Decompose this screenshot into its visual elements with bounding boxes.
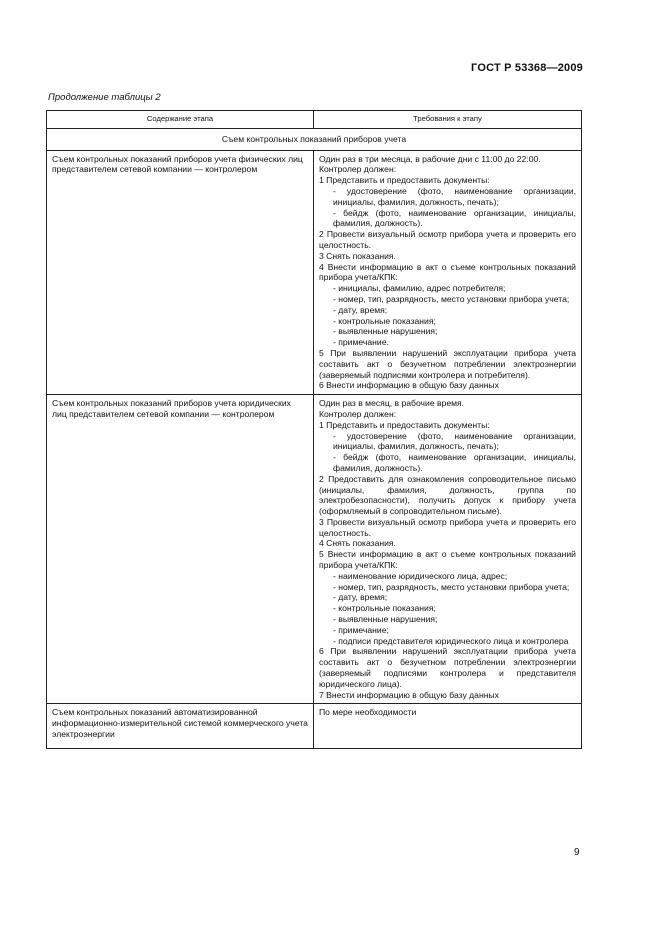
column-header-stage: Содержание этапа xyxy=(47,111,314,129)
requirement-line: Один раз в три месяца, в рабочие дни с 11:00 до 22:00. xyxy=(319,153,541,164)
requirement-line: - контрольные показания; xyxy=(333,603,436,614)
table-row xyxy=(47,704,582,748)
requirements-table xyxy=(46,110,582,749)
requirement-line: Один раз в месяц, в рабочие время. xyxy=(319,398,465,409)
stage-cell: Съем контрольных показаний автоматизированной информационно-измерительной системой коммерческого учета электроэнергии xyxy=(47,704,314,748)
requirement-line: - выявленные нарушения; xyxy=(333,326,438,337)
requirement-line: - подписи представителя юридического лица и контролера xyxy=(333,635,569,646)
requirement-line: 5 Внести информацию в акт о съеме контрольных показаний прибора учета/КПК: xyxy=(319,549,576,571)
page-number: 9 xyxy=(574,847,580,858)
table-header-row xyxy=(47,111,582,129)
requirement-line: 5 При выявлении нарушений эксплуатации прибора учета составить акт о безучетном потреблении электроэнергии (заверяемый подписями контролера и потребителя). xyxy=(319,347,576,380)
section-title: Съем контрольных показаний приборов учета xyxy=(47,128,582,150)
requirements-cell xyxy=(314,150,582,395)
requirement-line: 4 Снять показания. xyxy=(319,538,396,549)
requirement-line: - номер, тип, разрядность, место установки прибора учета; xyxy=(333,581,570,592)
requirement-line: - выявленные нарушения; xyxy=(333,614,438,625)
requirement-line: 2 Провести визуальный осмотр прибора учета и проверить его целостность. xyxy=(319,229,576,250)
requirement-line: - бейдж (фото, наименование организации, инициалы, фамилия, должность). xyxy=(333,207,576,229)
requirement-line: - удостоверение (фото, наименование организации, инициалы, фамилия, должность, печать); xyxy=(333,185,576,207)
requirement-line: - бейдж (фото, наименование организации, инициалы, фамилия, должность). xyxy=(333,452,576,473)
requirement-line: - инициалы, фамилию, адрес потребителя; xyxy=(333,283,506,294)
requirement-line: - наименование юридического лица, адрес; xyxy=(333,570,508,581)
requirement-line: Контролер должен: xyxy=(319,408,397,419)
requirement-line: 1 Представить и предоставить документы: xyxy=(319,419,490,430)
requirement-line: Контролер должен: xyxy=(319,164,397,175)
requirement-line: - контрольные показания; xyxy=(333,315,436,326)
requirement-line: 6 Внести информацию в общую базу данных xyxy=(319,380,499,391)
requirement-line: - дату, время; xyxy=(333,592,388,603)
stage-cell: Съем контрольных показаний приборов учета юридических лиц представителем сетевой компании — контролером xyxy=(47,395,314,704)
stage-cell: Съем контрольных показаний приборов учета физических лиц представителем сетевой компании — контролером xyxy=(47,150,314,395)
table-row xyxy=(47,150,582,395)
requirement-line: - примечание. xyxy=(333,337,389,348)
requirement-line: - дату, время; xyxy=(333,304,388,315)
requirement-line: - удостоверение (фото, наименование организации, инициалы, фамилия, должность, печать); xyxy=(333,430,576,452)
table-caption: Продолжение таблицы 2 xyxy=(48,92,161,103)
requirement-line: 6 При выявлении нарушений эксплуатации прибора учета составить акт о безучетном потреблении электроэнергии (заверяемый подписями контролера и представителя юридического лица). xyxy=(319,646,576,689)
requirement-line: 1 Представить и предоставить документы: xyxy=(319,175,490,186)
table-row xyxy=(47,395,582,704)
requirement-line: - номер, тип, разрядность, место установки прибора учета; xyxy=(333,293,570,304)
requirement-line: 4 Внести информацию в акт о съеме контрольных показаний прибора учета/КПК: xyxy=(319,261,576,283)
requirement-line: - примечание; xyxy=(333,624,389,635)
requirements-cell xyxy=(314,395,582,704)
requirement-line: По мере необходимости xyxy=(319,707,417,718)
requirements-cell xyxy=(314,704,582,748)
requirement-line: 3 Провести визуальный осмотр прибора учета и проверить его целостность. xyxy=(319,516,576,538)
requirement-line: 2 Предоставить для ознакомления сопроводительное письмо (инициалы, фамилия, должность, группа по электробезопасности), получить допуск к прибору учета (оформляемый в сопроводительном письме). xyxy=(319,473,576,517)
column-header-requirements: Требования к этапу xyxy=(314,111,582,129)
standard-designation: ГОСТ Р 53368—2009 xyxy=(471,62,583,74)
requirement-line: 7 Внести информацию в общую базу данных xyxy=(319,689,499,700)
section-row xyxy=(47,128,582,150)
requirement-line: 3 Снять показания. xyxy=(319,250,396,261)
